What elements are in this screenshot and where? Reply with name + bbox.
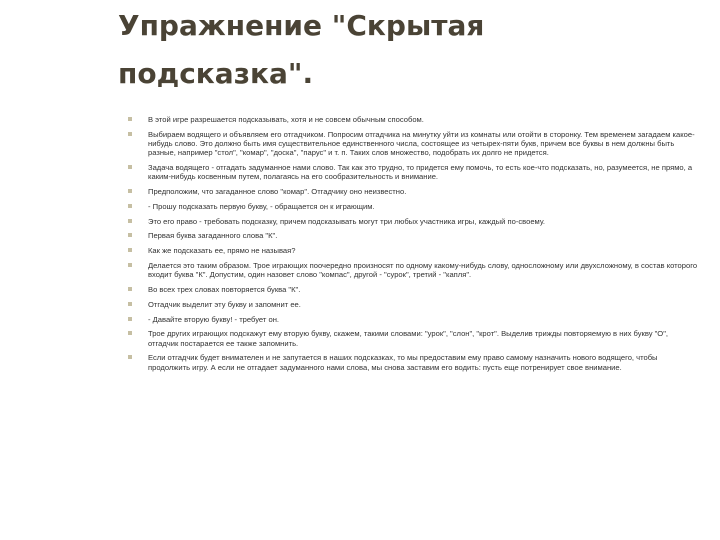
bullet-text: - Прошу подсказать первую букву, - обращается он к играющим. [148, 201, 375, 211]
bullet-square-icon [128, 189, 132, 193]
bullet-item [126, 261, 698, 279]
bullet-item [126, 115, 698, 124]
bullet-text: Если отгадчик будет внимателен и не запутается в наших подсказках, то мы предоставим ему право самому назначить нового водящего, чтобы продолжить игру. А если не отгадает задуманного нами слова, мы снова заставим его водить: пусть еще потренирует свое внимание. [148, 353, 658, 372]
bullet-item [126, 130, 698, 158]
bullet-text: Это его право - требовать подсказку, причем подсказывать могут три любых участника игры, каждый по-своему. [148, 216, 546, 226]
bullet-text: Отгадчик выделит эту букву и запомнит ее. [148, 299, 301, 309]
bullet-item [126, 329, 698, 347]
bullet-text: - Давайте вторую букву! - требует он. [148, 314, 280, 324]
bullet-item [126, 246, 698, 255]
bullet-item [126, 285, 698, 294]
bullet-square-icon [128, 263, 132, 267]
bullet-text: Первая буква загаданного слова "К". [148, 231, 278, 241]
bullet-item [126, 231, 698, 240]
bullet-item [126, 163, 698, 181]
bullet-text: В этой игре разрешается подсказывать, хотя и не совсем обычным способом. [148, 115, 424, 124]
bullet-text: Задача водящего - отгадать задуманное нами слово. Так как это трудно, то придется ему помочь, то есть кое-что подсказать, но, разумеется, не прямо, а каким-нибудь косвенным путем, полагаясь на его сообразительность и внимание. [148, 163, 693, 182]
bullet-square-icon [128, 302, 132, 306]
bullet-item [126, 187, 698, 196]
bullet-list [126, 115, 698, 377]
bullet-item [126, 300, 698, 309]
bullet-square-icon [128, 132, 132, 136]
bullet-square-icon [128, 355, 132, 359]
bullet-text: Выбираем водящего и объявляем его отгадчиком. Попросим отгадчика на минутку уйти из комнаты или отойти в сторонку. Тем временем загадаем какое-нибудь слово. Это должно быть имя существительное единственного числа, состоящее из четырех-пяти букв, причем все буквы в нем должны быть разные, например "стол", "комар", "доска", "парус" и т. п. Таких слов множество, подобрать их долго не придется. [148, 129, 695, 158]
bullet-square-icon [128, 248, 132, 252]
bullet-text: Предположим, что загаданное слово "комар". Отгадчику оно неизвестно. [148, 187, 407, 196]
bullet-item [126, 315, 698, 324]
slide-title: Упражнение "Скрытая подсказка". [118, 9, 485, 90]
bullet-item [126, 202, 698, 211]
bullet-square-icon [128, 287, 132, 291]
bullet-square-icon [128, 317, 132, 321]
bullet-text: Во всех трех словах повторяется буква "К". [148, 284, 301, 294]
bullet-square-icon [128, 204, 132, 208]
bullet-square-icon [128, 331, 132, 335]
bullet-square-icon [128, 233, 132, 237]
bullet-item [126, 353, 698, 371]
bullet-text: Делается это таким образом. Трое играющих поочередно произносят по одному какому-нибудь слову, односложному или двухсложному, в состав которого входит буква "К". Допустим, один назовет слово "компас", другой - "сурок", третий - "капля". [148, 260, 698, 280]
bullet-square-icon [128, 165, 132, 169]
bullet-text: Трое других играющих подскажут ему вторую букву, скажем, такими словами: "урок", "слон", "крот". Выделив трижды повторяемую в них букву "О", отгадчик постарается ее также запомнить. [148, 329, 669, 348]
bullet-text: Как же подсказать ее, прямо не называя? [148, 246, 296, 256]
bullet-square-icon [128, 117, 132, 121]
bullet-square-icon [128, 219, 132, 223]
bullet-item [126, 217, 698, 226]
